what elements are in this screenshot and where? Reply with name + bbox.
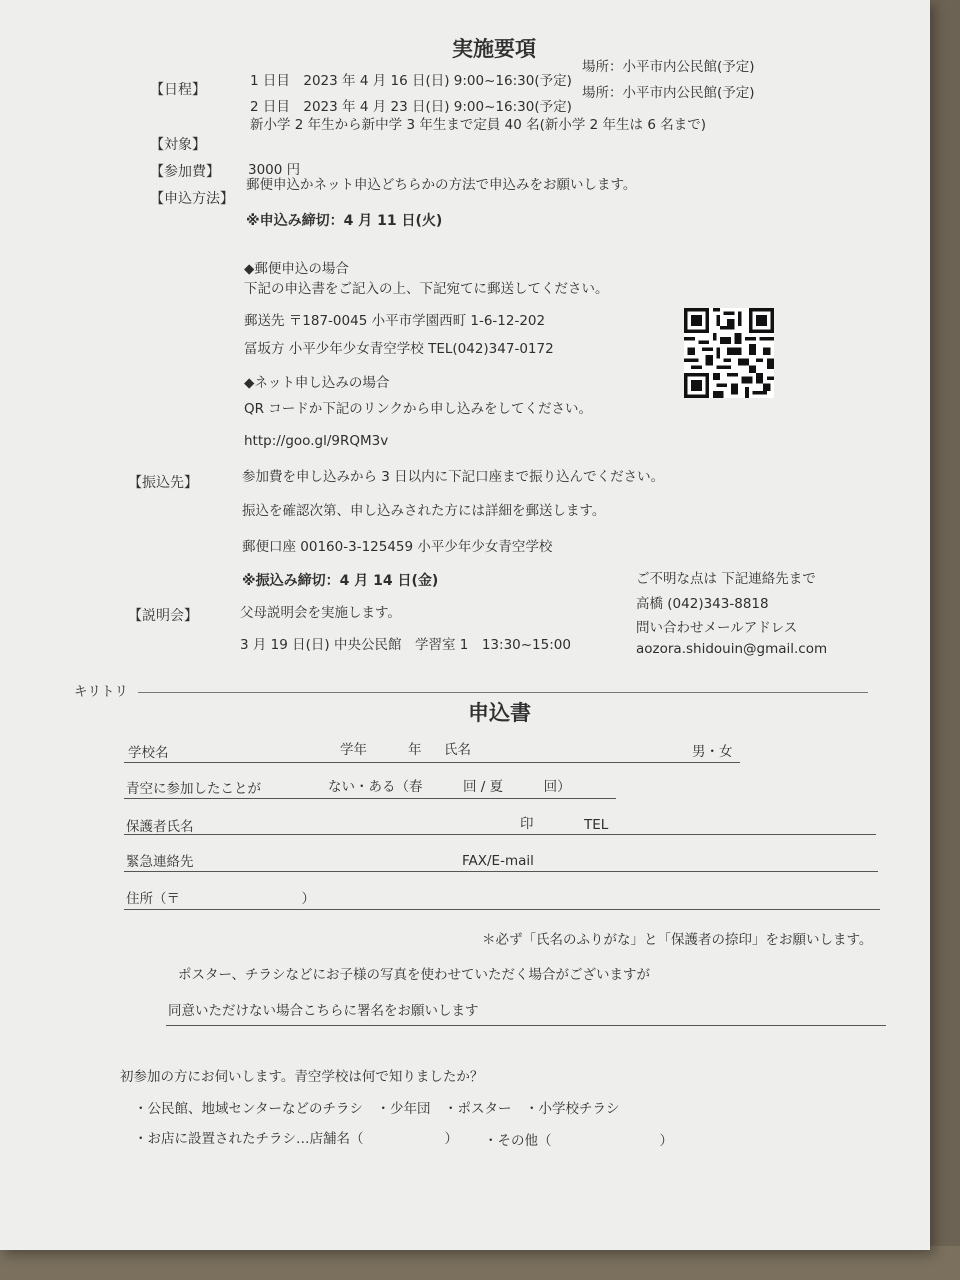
mail-address: 郵送先 〒187-0045 小平市学園西町 1-6-12-202 — [244, 313, 546, 329]
gender-select[interactable]: 男・女 — [692, 744, 733, 760]
joined-options[interactable]: ない・ある（春 回 / 夏 回） — [328, 779, 571, 795]
page-title: 実施要項 — [452, 37, 536, 61]
mail-instructions: 下記の申込書をご記入の上、下記宛てに郵送してください。 — [244, 281, 609, 297]
tel-label: TEL — [584, 817, 609, 833]
background-surface-bottom — [0, 1246, 960, 1280]
form-note: ＊必ず「氏名のふりがな」と「保護者の捺印」をお願いします。 — [482, 932, 873, 948]
fee-text: 3000 円 — [248, 162, 301, 178]
briefing-label: 【説明会】 — [128, 608, 198, 624]
schedule-day1: 1 日目 2023 年 4 月 16 日(日) 9:00~16:30(予定) — [250, 73, 572, 89]
mail-heading: ◆郵便申込の場合 — [244, 261, 349, 277]
transfer-label: 【振込先】 — [128, 475, 198, 491]
seal-label: 印 — [520, 816, 534, 832]
form-line — [124, 762, 740, 763]
photo-consent-signature-label: 同意いただけない場合こちらに署名をお願いします — [168, 1003, 479, 1019]
survey-options-1[interactable]: ・公民館、地域センターなどのチラシ ・少年団 ・ポスター ・小学校チラシ — [134, 1101, 620, 1117]
guardian-label: 保護者氏名 — [126, 819, 194, 835]
signature-line[interactable] — [166, 1025, 886, 1026]
emergency-label: 緊急連絡先 — [126, 854, 194, 870]
form-line — [124, 909, 880, 910]
survey-option-store[interactable]: ・お店に設置されたチラシ…店舗名（ ） — [134, 1131, 458, 1147]
apply-deadline: ※申込み締切：4 月 11 日(火) — [246, 213, 443, 229]
transfer-deadline: ※振込み締切：4 月 14 日(金) — [242, 573, 439, 589]
background-surface — [928, 0, 960, 1280]
transfer-account: 郵便口座 00160-3-125459 小平少年少女青空学校 — [242, 539, 553, 555]
form-line — [124, 871, 878, 872]
briefing-text: 父母説明会を実施します。 — [240, 605, 401, 621]
fax-label: FAX/E-mail — [462, 853, 534, 869]
survey-option-other[interactable]: ・その他（ ） — [484, 1133, 673, 1149]
cut-line — [138, 692, 868, 693]
school-label: 学校名 — [128, 745, 169, 761]
net-heading: ◆ネット申し込みの場合 — [244, 375, 390, 391]
address-label: 住所（〒 ） — [126, 891, 315, 907]
cut-line-label: キリトリ — [74, 684, 128, 700]
schedule-day1-place: 場所：小平市内公民館(予定) — [582, 59, 755, 75]
net-url: http://goo.gl/9RQM3v — [244, 433, 389, 449]
grade-label: 学年 — [340, 742, 367, 758]
briefing-when: 3 月 19 日(日) 中央公民館 学習室 1 13:30~15:00 — [240, 637, 571, 653]
year-label: 年 — [408, 742, 422, 758]
schedule-label: 【日程】 — [150, 82, 206, 98]
transfer-text-2: 振込を確認次第、申し込みされた方には詳細を郵送します。 — [242, 503, 606, 519]
mail-recipient: 冨坂方 小平少年少女青空学校 TEL(042)347-0172 — [244, 341, 554, 357]
contact-email: aozora.shidouin@gmail.com — [636, 641, 828, 657]
schedule-day2: 2 日目 2023 年 4 月 23 日(日) 9:00~16:30(予定) — [250, 99, 572, 115]
apply-text: 郵便申込かネット申込どちらかの方法で申込みをお願いします。 — [246, 177, 637, 193]
contact-phone: 高橋 (042)343-8818 — [636, 596, 769, 612]
photo-consent-text: ポスター、チラシなどにお子様の写真を使わせていただく場合がございますが — [178, 967, 650, 983]
form-title: 申込書 — [468, 701, 531, 725]
survey-question: 初参加の方にお伺いします。青空学校は何で知りましたか？ — [120, 1069, 484, 1085]
name-label: 氏名 — [444, 742, 471, 758]
target-text: 新小学 2 年生から新中学 3 年生まで定員 40 名(新小学 2 年生は 6 名まで) — [250, 117, 706, 133]
contact-line-3: 問い合わせメールアドレス — [636, 620, 798, 636]
qr-code-icon — [684, 308, 774, 398]
form-line — [124, 798, 616, 799]
form-line — [124, 834, 876, 835]
fee-label: 【参加費】 — [150, 164, 220, 180]
net-instructions: QR コードか下記のリンクから申し込みをしてください。 — [244, 401, 593, 417]
schedule-day2-place: 場所：小平市内公民館(予定) — [582, 85, 755, 101]
transfer-text-1: 参加費を申し込みから 3 日以内に下記口座まで振り込んでください。 — [242, 469, 665, 485]
contact-line-1: ご不明な点は 下記連絡先まで — [636, 571, 816, 587]
joined-label: 青空に参加したことが — [126, 781, 261, 797]
target-label: 【対象】 — [150, 137, 206, 153]
apply-label: 【申込方法】 — [150, 191, 234, 207]
